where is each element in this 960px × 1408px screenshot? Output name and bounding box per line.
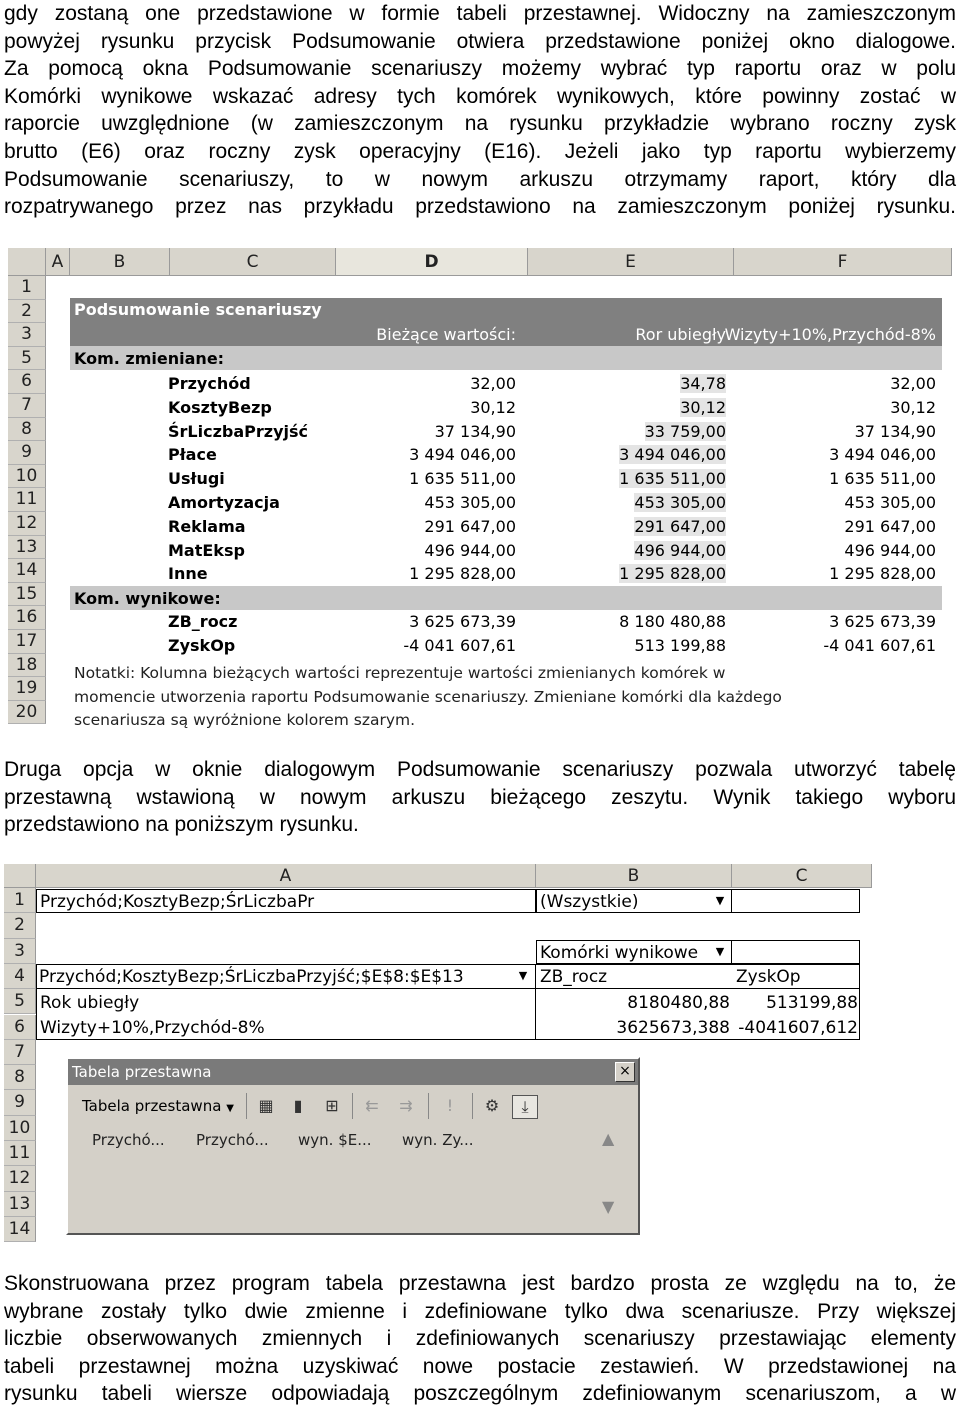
- row-header[interactable]: 3: [4, 939, 36, 964]
- value-cell[interactable]: 34,78: [680, 374, 726, 393]
- text-line: Druga opcja w oknie dialogowym Podsumowanie scenariuszy pozwala utworzyć tabelę: [4, 758, 956, 781]
- value-cell[interactable]: 3 494 046,00: [829, 445, 936, 465]
- chart-wizard-icon[interactable]: ▮: [293, 1096, 303, 1115]
- col-header-a[interactable]: A: [36, 864, 536, 888]
- variable-name: Przychód: [168, 374, 251, 393]
- row-header[interactable]: 3: [8, 323, 46, 347]
- value-cell[interactable]: 1 635 511,00: [829, 469, 936, 489]
- value-cell[interactable]: 1 295 828,00: [829, 564, 936, 584]
- value-cell[interactable]: 30,12: [680, 397, 726, 417]
- pivot-wizard-icon[interactable]: ⊞: [325, 1096, 339, 1115]
- row-item-scenario-2[interactable]: Wizyty+10%,Przychód-8%: [40, 1018, 265, 1038]
- col-header-e[interactable]: E: [528, 248, 734, 276]
- value-cell[interactable]: 496 944,00: [424, 540, 516, 560]
- text-line: tabeli przestawnej można uzyskiwać nowe postacie zestawień. W przedstawionej na: [4, 1354, 956, 1378]
- row-header[interactable]: 10: [8, 465, 46, 489]
- row-header[interactable]: 19: [8, 677, 46, 701]
- paragraph-pivot-option: [4, 756, 956, 839]
- summary-notes: [74, 662, 782, 733]
- changing-cell-row: [70, 515, 942, 539]
- value-cell[interactable]: 291 647,00: [844, 516, 936, 536]
- text-line: liczbie obserwowanych zmiennych i zdefiniowanych scenariuszy przestawiając elementy: [4, 1327, 956, 1351]
- page-field-name: Przychód;KosztyBezp;ŚrLiczbaPr: [40, 892, 315, 912]
- summary-title: Podsumowanie scenariuszy: [74, 300, 322, 319]
- result-label-band: [70, 586, 942, 610]
- variable-name: ŚrLiczbaPrzyjść: [168, 421, 308, 441]
- row-header[interactable]: 5: [4, 989, 36, 1014]
- toolbar-title: Tabela przestawna: [72, 1063, 212, 1081]
- field-settings-icon[interactable]: ⚙: [484, 1096, 500, 1115]
- text-line: brutto (E6) oraz roczny zysk operacyjny (E16). Jeżeli jako typ raportu wybierzemy: [4, 139, 956, 163]
- changing-label-band: [70, 346, 942, 370]
- col-item-zyskop[interactable]: ZyskOp: [736, 967, 801, 987]
- row-header[interactable]: 10: [4, 1116, 36, 1141]
- row-header[interactable]: 2: [4, 913, 36, 938]
- col-header-a[interactable]: A: [46, 248, 70, 276]
- text-line: Podsumowanie scenariuszy, to w nowym arkuszu otrzymamy raport, który dla: [4, 167, 956, 191]
- row-header[interactable]: 1: [4, 888, 36, 913]
- result-cell-row: [70, 634, 942, 658]
- text-line: Komórki wynikowe wskazać adresy tych komórek wynikowych, które powinny zostać w: [4, 84, 956, 108]
- paragraph-conclusion: [4, 1270, 956, 1408]
- row-header[interactable]: 14: [8, 559, 46, 583]
- variable-name: Reklama: [168, 516, 246, 536]
- changing-cell-row: [70, 467, 942, 491]
- header-current: Bieżące wartości:: [376, 325, 516, 344]
- row-header[interactable]: 9: [8, 441, 46, 465]
- pivot-menu-label: Tabela przestawna: [82, 1097, 222, 1115]
- field-button[interactable]: Przychó...: [196, 1131, 269, 1149]
- variable-name: MatEksp: [168, 540, 245, 560]
- variable-name: Usługi: [168, 469, 225, 489]
- value-cell[interactable]: 1 295 828,00: [619, 564, 726, 584]
- notes-line: momencie utworzenia raportu Podsumowanie scenariuszy. Zmieniane komórki dla każdego: [74, 687, 782, 706]
- text-line: Za pomocą okna Podsumowanie scenariuszy możemy wybrać typ raportu oraz w polu: [4, 57, 956, 81]
- row-header[interactable]: 16: [8, 606, 46, 630]
- row-header[interactable]: 7: [4, 1040, 36, 1065]
- row-item-last-year[interactable]: Rok ubiegły: [40, 993, 140, 1013]
- result-cells-label: Kom. wynikowe:: [74, 589, 221, 608]
- value-cell[interactable]: 513199,88: [766, 993, 858, 1013]
- value-cell[interactable]: 291 647,00: [424, 516, 516, 536]
- value-cell[interactable]: 3 625 673,39: [829, 612, 936, 631]
- row-header[interactable]: 2: [8, 300, 46, 324]
- data-field-spare: [732, 940, 860, 964]
- select-all-corner[interactable]: [4, 864, 36, 888]
- text-line: wybrane zostały tylko dwie zmienne i zdefiniowane tylko dwa scenariusze. Przy większej: [4, 1299, 956, 1323]
- value-cell[interactable]: 30,12: [890, 397, 936, 417]
- value-cell[interactable]: -4 041 607,61: [403, 636, 516, 655]
- row-header[interactable]: 14: [4, 1217, 36, 1242]
- value-cell[interactable]: 3625673,388: [616, 1018, 730, 1038]
- select-all-corner[interactable]: [8, 248, 46, 276]
- value-cell[interactable]: 3 625 673,39: [409, 612, 516, 631]
- text-line: raporcie uwzględnione (w zamieszczonym na rysunku przykładzie wybrano roczny zysk: [4, 112, 956, 136]
- text-line: powyżej rysunku przycisk Podsumowanie otwiera przedstawione poniżej okno dialogowe.: [4, 29, 956, 53]
- col-header-c[interactable]: C: [732, 864, 872, 888]
- page-field-cell[interactable]: [36, 889, 536, 913]
- row-header[interactable]: 20: [8, 701, 46, 725]
- changing-cells-label: Kom. zmieniane:: [74, 349, 225, 368]
- value-cell[interactable]: 33 759,00: [644, 421, 726, 441]
- field-button[interactable]: wyn. $E...: [298, 1131, 372, 1149]
- close-icon[interactable]: ×: [615, 1062, 635, 1082]
- text-line: rozpatrywanego przez nas przykładu przedstawiono na zamieszczonym poniżej rysunku.: [4, 195, 956, 219]
- value-cell[interactable]: 1 295 828,00: [409, 564, 516, 584]
- value-cell[interactable]: 453 305,00: [844, 493, 936, 512]
- value-cell[interactable]: -4041607,612: [738, 1018, 858, 1038]
- changing-cell-row: [70, 539, 942, 563]
- changing-cell-row: [70, 372, 942, 396]
- value-cell[interactable]: 291 647,00: [634, 516, 726, 536]
- toolbar-separator: [352, 1093, 353, 1119]
- value-cell[interactable]: 453 305,00: [634, 493, 726, 512]
- changing-cell-row: [70, 491, 942, 515]
- value-cell[interactable]: 8180480,88: [627, 993, 730, 1013]
- col-header-f[interactable]: F: [734, 248, 952, 276]
- value-cell[interactable]: 32,00: [470, 374, 516, 393]
- toolbar-separator: [246, 1093, 247, 1119]
- value-cell[interactable]: 513 199,88: [634, 636, 726, 655]
- toolbar-separator: [472, 1093, 473, 1119]
- row-header[interactable]: 12: [8, 512, 46, 536]
- value-cell[interactable]: -4 041 607,61: [823, 636, 936, 655]
- value-cell[interactable]: 37 134,90: [854, 421, 936, 441]
- show-fields-icon[interactable]: ⤓: [512, 1095, 538, 1119]
- variable-name: Inne: [168, 564, 208, 584]
- value-cell[interactable]: 1 635 511,00: [619, 469, 726, 489]
- result-name: ZB_rocz: [168, 612, 238, 631]
- col-header-b[interactable]: B: [70, 248, 170, 276]
- row-header[interactable]: 17: [8, 630, 46, 654]
- row-header[interactable]: 13: [4, 1192, 36, 1217]
- changing-cell-row: [70, 420, 942, 444]
- page-field-value: (Wszystkie): [540, 892, 639, 912]
- scroll-down-icon[interactable]: ▼: [602, 1197, 615, 1216]
- row-header[interactable]: 4: [4, 964, 36, 989]
- divider: [536, 988, 860, 989]
- text-line: Skonstruowana przez program tabela przestawna jest bardzo prosta ze względu na to, że: [4, 1272, 956, 1295]
- pivot-toolbar[interactable]: [66, 1057, 640, 1235]
- value-cell[interactable]: 1 635 511,00: [409, 469, 516, 489]
- value-cell[interactable]: 453 305,00: [424, 493, 516, 512]
- scroll-up-icon[interactable]: ▲: [602, 1129, 615, 1148]
- value-cell[interactable]: 30,12: [470, 397, 516, 417]
- changing-cell-row: [70, 443, 942, 467]
- row-header[interactable]: 8: [8, 418, 46, 442]
- header-scenario-2: Wizyty+10%,Przychód-8%: [724, 325, 936, 344]
- col-header-d[interactable]: D: [336, 248, 528, 276]
- chevron-down-icon[interactable]: ▼: [715, 894, 725, 907]
- value-cell[interactable]: 3 494 046,00: [409, 445, 516, 465]
- row-header[interactable]: 8: [4, 1065, 36, 1090]
- row-header[interactable]: 1: [8, 276, 46, 300]
- text-line: rysunku tabeli wiersze odpowiadają poszczególnym zdefiniowanym scenariuszom, a w: [4, 1382, 956, 1406]
- row-field-button[interactable]: [36, 964, 536, 989]
- row-header[interactable]: 9: [4, 1090, 36, 1115]
- row-header[interactable]: 5: [8, 347, 46, 371]
- changing-cell-row: [70, 396, 942, 420]
- header-last-year: Ror ubiegły: [635, 325, 726, 344]
- format-report-icon[interactable]: ▦: [258, 1096, 274, 1115]
- text-line: przestawną wstawioną w nowym arkuszu bieżącego zeszytu. Wynik takiego wyboru: [4, 785, 956, 809]
- changing-cell-row: [70, 562, 942, 586]
- row-header[interactable]: 12: [4, 1166, 36, 1191]
- value-cell[interactable]: 37 134,90: [434, 421, 516, 441]
- notes-line: scenariusza są wyróżnione kolorem szarym.: [74, 711, 416, 730]
- show-detail-icon[interactable]: ⇉: [399, 1096, 413, 1115]
- exclamation-icon[interactable]: !: [446, 1096, 454, 1115]
- summary-header-band: [70, 322, 942, 346]
- chevron-down-icon[interactable]: ▼: [715, 945, 725, 958]
- row-field-label: Przychód;KosztyBezp;ŚrLiczbaPrzyjść;$E$8:$E$13: [39, 967, 464, 987]
- row-header[interactable]: 6: [8, 370, 46, 394]
- value-cell[interactable]: 496 944,00: [634, 540, 726, 560]
- col-item-zb-rocz[interactable]: ZB_rocz: [540, 967, 608, 987]
- result-cell-row: [70, 610, 942, 634]
- data-field-label: Komórki wynikowe: [540, 943, 699, 963]
- value-cell[interactable]: 496 944,00: [844, 540, 936, 560]
- variable-name: Amortyzacja: [168, 493, 280, 512]
- toolbar-separator: [428, 1093, 429, 1119]
- value-cell[interactable]: 32,00: [890, 374, 936, 393]
- text-line: przedstawiono na poniższym rysunku.: [4, 813, 359, 837]
- page-field-spare: [732, 889, 860, 913]
- field-button[interactable]: Przychó...: [92, 1131, 165, 1149]
- row-header[interactable]: 13: [8, 536, 46, 560]
- summary-title-band: [70, 298, 942, 322]
- row-header[interactable]: 11: [4, 1141, 36, 1166]
- result-name: ZyskOp: [168, 636, 236, 655]
- row-header[interactable]: 7: [8, 394, 46, 418]
- variable-name: Płace: [168, 445, 217, 465]
- field-button[interactable]: wyn. Zy...: [402, 1131, 474, 1149]
- row-header[interactable]: 15: [8, 583, 46, 607]
- pivot-table-sheet: [4, 864, 876, 1242]
- row-header[interactable]: 18: [8, 654, 46, 678]
- value-cell[interactable]: 3 494 046,00: [619, 445, 726, 465]
- col-header-b[interactable]: B: [536, 864, 732, 888]
- col-header-c[interactable]: C: [170, 248, 336, 276]
- hide-detail-icon[interactable]: ⇇: [365, 1096, 379, 1115]
- divider: [535, 964, 536, 1040]
- variable-name: KosztyBezp: [168, 397, 272, 417]
- value-cell[interactable]: 8 180 480,88: [619, 612, 726, 631]
- chevron-down-icon[interactable]: ▼: [518, 969, 528, 982]
- row-header[interactable]: 11: [8, 488, 46, 512]
- text-line: gdy zostaną one przedstawione w formie tabeli przestawnej. Widoczny na zamieszczonym: [4, 2, 956, 25]
- row-header[interactable]: 6: [4, 1015, 36, 1040]
- paragraph-intro: [4, 0, 956, 221]
- toolbar-title-bar[interactable]: [68, 1059, 638, 1085]
- pivot-menu-button[interactable]: [82, 1097, 234, 1115]
- notes-line: Notatki: Kolumna bieżących wartości reprezentuje wartości zmienianych komórek w: [74, 664, 726, 682]
- chevron-down-icon: ▼: [226, 1103, 234, 1114]
- data-field-button[interactable]: [536, 940, 732, 964]
- scenario-summary-sheet: [8, 248, 952, 728]
- page-field-dropdown[interactable]: [536, 889, 732, 913]
